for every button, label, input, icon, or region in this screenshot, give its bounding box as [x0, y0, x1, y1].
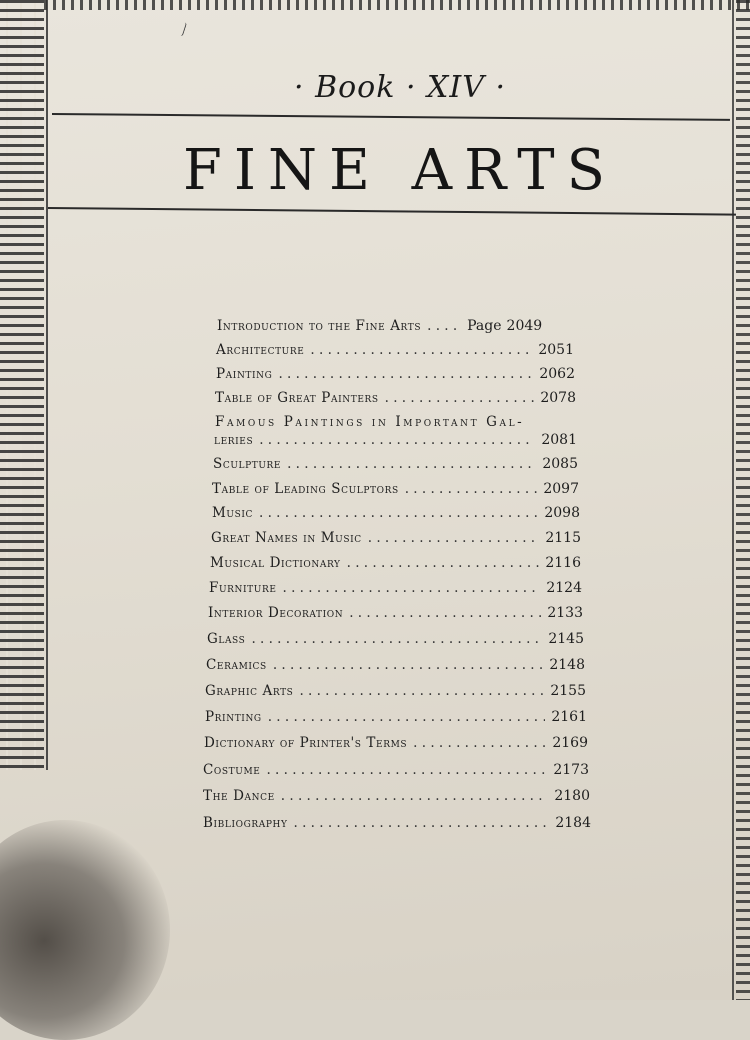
toc-entry-page: 2062 — [539, 366, 575, 382]
dot-leader — [385, 390, 535, 406]
toc-entry-page: 2051 — [538, 342, 574, 358]
dot-leader — [281, 788, 549, 804]
page-title: FINE ARTS — [183, 138, 617, 203]
toc-entry-page: 2098 — [544, 505, 580, 521]
dot-leader — [427, 318, 461, 334]
dot-leader — [405, 481, 538, 497]
toc-entry-title: Table of Leading Sculptors — [212, 481, 399, 497]
toc-entry-page: 2169 — [552, 735, 588, 751]
toc-entry-title: Great Names in Music — [211, 530, 362, 546]
toc-entry-title: Furniture — [209, 580, 277, 596]
toc-entry-title: Graphic Arts — [205, 683, 294, 699]
toc-entry — [208, 605, 583, 621]
toc-entry-title: Introduction to the Fine Arts — [217, 318, 422, 334]
dot-leader — [347, 555, 540, 571]
toc-entry-page: 2097 — [543, 481, 579, 497]
toc-entry-page: 2124 — [546, 580, 582, 596]
dot-leader — [259, 505, 538, 521]
toc-entry-title: Interior Decoration — [208, 605, 344, 621]
toc-entry-title: Architecture — [216, 342, 305, 358]
dot-leader — [299, 683, 544, 699]
toc-entry — [203, 815, 591, 831]
toc-entry-title-continued: leries — [214, 432, 254, 448]
toc-entry-page: 2081 — [541, 432, 577, 448]
toc-entry-page: 2180 — [554, 788, 590, 804]
toc-entry-title: Dictionary of Printer's Terms — [204, 735, 408, 751]
toc-entry-page: 2116 — [545, 555, 581, 571]
dot-leader — [268, 709, 546, 725]
dot-leader — [294, 815, 550, 831]
toc-entry-page: 2049 — [506, 318, 543, 334]
dot-leader — [273, 657, 544, 673]
toc-entry-page: 2078 — [540, 390, 576, 406]
toc-entry — [212, 505, 580, 521]
toc-entry-title: Famous Paintings in Important Gal- — [215, 414, 525, 430]
toc-entry — [213, 456, 578, 472]
toc-entry — [204, 735, 588, 751]
toc-entry-title: Glass — [207, 631, 246, 647]
toc-entry-title: Music — [212, 505, 254, 521]
toc-entry-title: Printing — [205, 709, 262, 725]
dot-leader — [283, 580, 541, 596]
toc-entry — [217, 318, 573, 334]
toc-page-prefix: Page — [467, 318, 502, 334]
toc-entry — [209, 580, 582, 596]
toc-entry — [207, 631, 584, 647]
toc-entry — [206, 657, 585, 673]
toc-entry — [212, 481, 579, 497]
toc-entry — [216, 342, 574, 358]
book-number: · Book · XIV · — [294, 70, 506, 105]
toc-entry-line1 — [215, 414, 577, 430]
toc-entry-page: 2148 — [549, 657, 585, 673]
toc-entry-title: Table of Great Painters — [215, 390, 379, 406]
dot-leader — [349, 605, 541, 621]
toc-entry — [205, 683, 586, 699]
toc-entry-page: 2173 — [553, 762, 589, 778]
toc-entry-title: Sculpture — [213, 456, 282, 472]
dot-leader — [413, 735, 546, 751]
toc-entry-title: Painting — [216, 366, 273, 382]
toc-entry — [203, 788, 590, 804]
dot-leader — [310, 342, 532, 358]
toc-entry — [210, 555, 581, 571]
toc-entry-title: The Dance — [203, 788, 275, 804]
toc-entry-title: Bibliography — [203, 815, 288, 831]
toc-entry — [214, 432, 577, 448]
toc-entry — [203, 762, 589, 778]
dot-leader — [287, 456, 536, 472]
toc-entry-title: Ceramics — [206, 657, 267, 673]
toc-entry — [215, 390, 576, 406]
toc-entry — [216, 366, 575, 382]
toc-entry-page: 2161 — [551, 709, 587, 725]
toc-entry-page: 2115 — [545, 530, 581, 546]
toc-entry-title: Costume — [203, 762, 261, 778]
toc-entry-page: 2145 — [548, 631, 584, 647]
toc-entry — [211, 530, 581, 546]
toc-entry-page: 2133 — [547, 605, 583, 621]
toc-entry-page: 2184 — [555, 815, 591, 831]
toc-entry-title: Musical Dictionary — [210, 555, 341, 571]
dot-leader — [278, 366, 533, 382]
dot-leader — [259, 432, 535, 448]
toc-entry — [205, 709, 587, 725]
toc-entry-page: 2155 — [550, 683, 586, 699]
dot-leader — [251, 631, 542, 647]
dot-leader — [266, 762, 547, 778]
dot-leader — [368, 530, 540, 546]
toc-entry-page: 2085 — [542, 456, 578, 472]
